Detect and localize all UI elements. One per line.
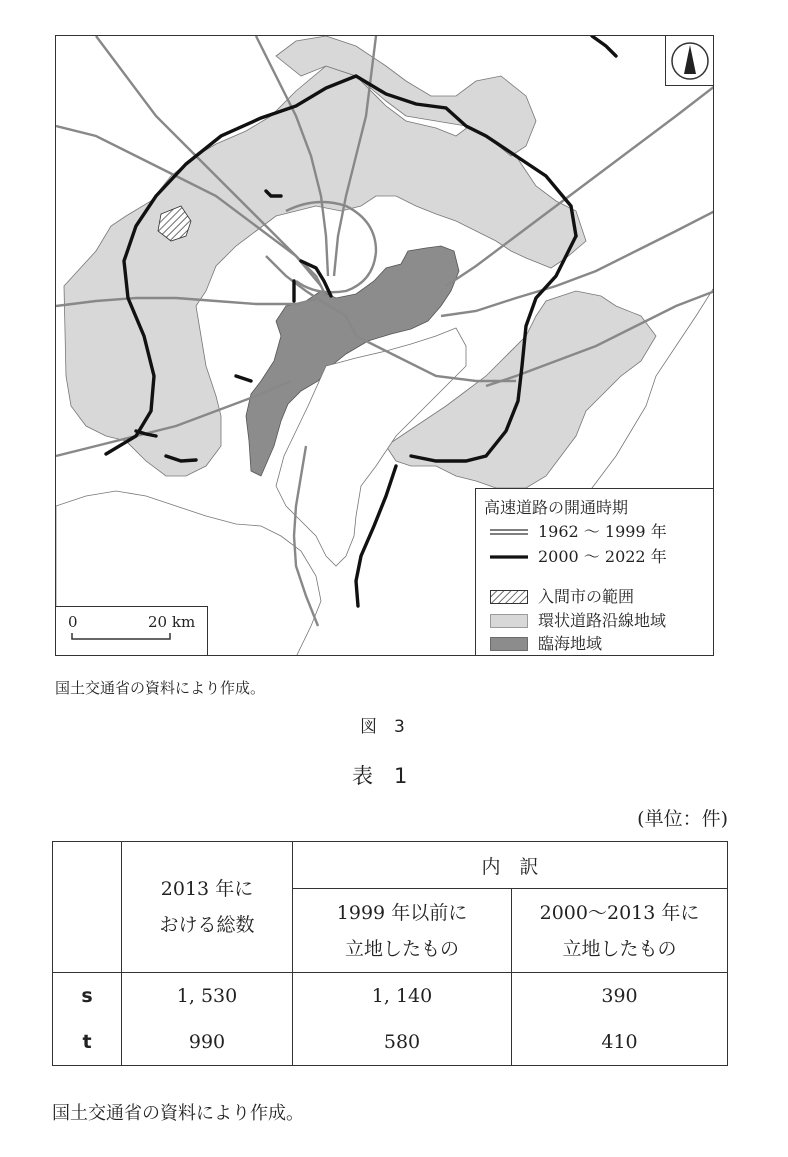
header-total	[122, 842, 293, 973]
header-after-line2: 立地したもの	[562, 937, 677, 960]
header-2000-2013	[512, 889, 728, 973]
north-arrow-icon	[666, 36, 714, 86]
legend-title: 高速道路の開通時期	[484, 498, 629, 517]
scale-end-label: 20 km	[148, 613, 196, 631]
map-legend	[475, 488, 714, 656]
table-row	[53, 973, 728, 1020]
table-header-row-1	[53, 842, 728, 889]
table-corner-cell	[53, 842, 122, 973]
header-after-line1: 2000～2013 年に	[539, 901, 700, 924]
thick-line-icon	[490, 550, 528, 564]
scale-bar-line	[56, 607, 208, 656]
north-arrow-box	[665, 36, 713, 86]
legend-label: 環状道路沿線地域	[538, 611, 667, 630]
map-source-note: 国土交通省の資料により作成。	[55, 679, 266, 697]
header-breakdown: 内 訳	[293, 842, 728, 889]
legend-label: 臨海地域	[538, 634, 603, 653]
legend-label: 入間市の範囲	[538, 587, 635, 606]
light-gray-swatch-icon	[490, 614, 528, 628]
header-before-line2: 立地したもの	[344, 937, 459, 960]
data-table	[52, 841, 728, 1066]
header-before-1999	[293, 889, 512, 973]
header-before-line1: 1999 年以前に	[336, 901, 468, 924]
hatch-swatch-icon	[490, 590, 528, 604]
cell-total: 990	[122, 1019, 293, 1066]
cell-after: 410	[512, 1019, 728, 1066]
legend-label: 1962 ～ 1999 年	[538, 522, 667, 541]
legend-label: 2000 ～ 2022 年	[538, 547, 667, 566]
scale-start-label: 0	[68, 613, 78, 631]
table-unit: (単位：件)	[637, 808, 728, 830]
cell-total: 1, 530	[122, 973, 293, 1020]
row-label: t	[53, 1019, 122, 1066]
table-source-note: 国土交通省の資料により作成。	[52, 1103, 304, 1124]
map-figure	[55, 35, 714, 656]
table-row	[53, 1019, 728, 1066]
double-line-icon	[490, 525, 528, 539]
header-total-line1: 2013 年に	[160, 878, 254, 900]
table-caption: 表 1	[352, 764, 408, 788]
row-label: s	[53, 973, 122, 1020]
cell-before: 1, 140	[293, 973, 512, 1020]
header-total-line2: おける総数	[159, 914, 255, 936]
cell-after: 390	[512, 973, 728, 1020]
figure-caption: 図 3	[360, 717, 405, 737]
scale-bar	[56, 606, 208, 655]
cell-before: 580	[293, 1019, 512, 1066]
dark-gray-swatch-icon	[490, 637, 528, 651]
